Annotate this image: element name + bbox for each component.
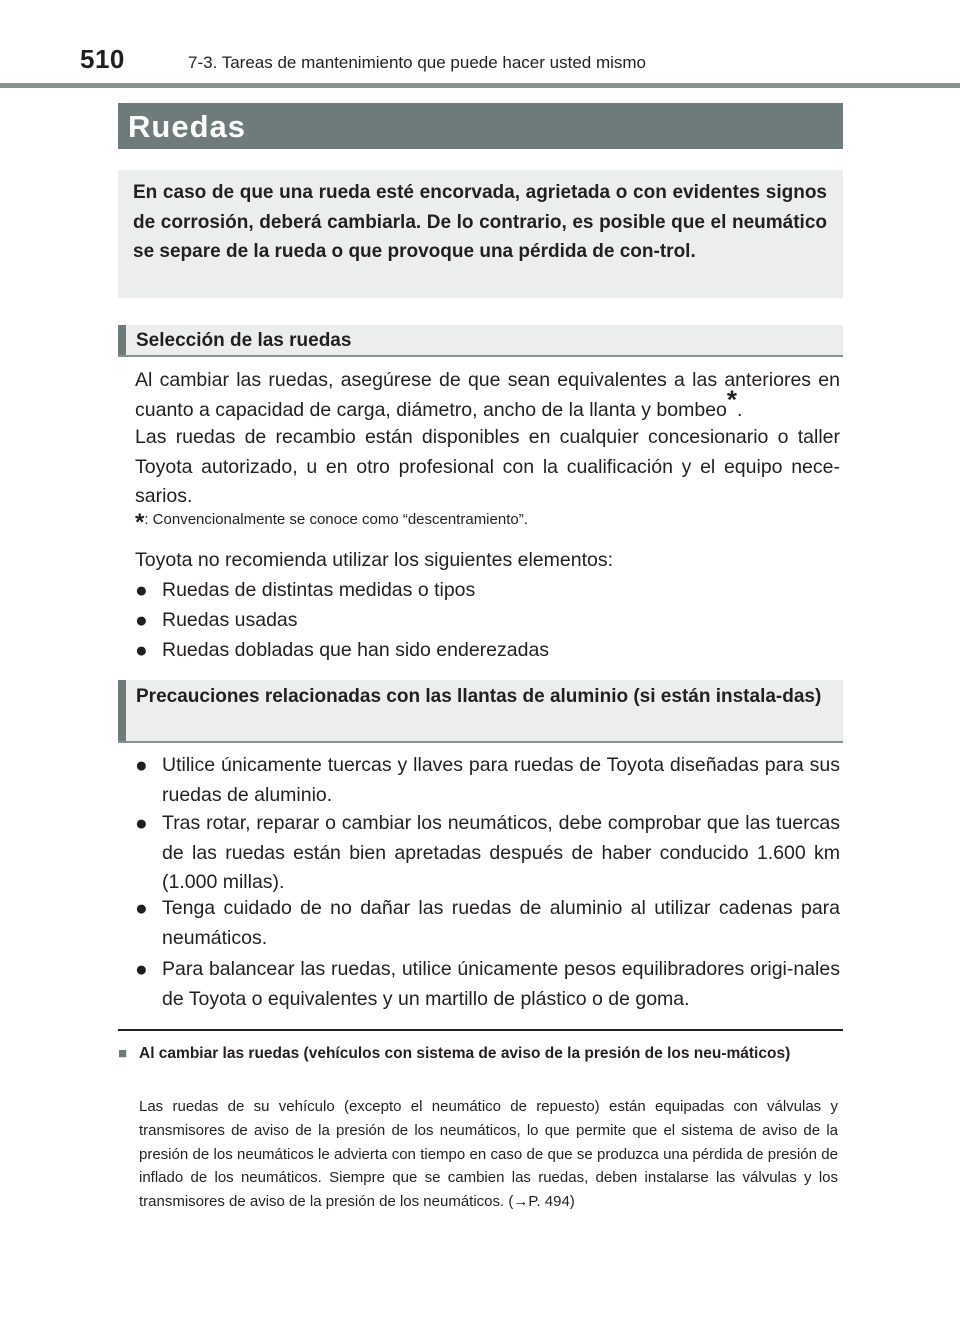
page-number: 510 xyxy=(80,44,125,74)
square-icon: ■ xyxy=(118,1045,128,1062)
bullet-icon: ● xyxy=(135,579,148,602)
title-banner xyxy=(118,103,843,149)
list-item-text: Ruedas usadas xyxy=(162,609,298,631)
selection-paragraph-text: Al cambiar las ruedas, asegúrese de que sean equivalentes a las anteriores en cuanto a capacidad de carga, diámetro, ancho de la llanta y bombeo xyxy=(135,369,840,421)
list-item xyxy=(135,576,840,606)
list-item xyxy=(135,751,840,810)
heading-bar xyxy=(118,680,126,741)
list-item xyxy=(135,955,840,1014)
bullet-icon: ● xyxy=(135,639,148,662)
heading-text: Precauciones relacionadas con las llantas de aluminio (si están instala-das) xyxy=(136,686,822,707)
list-item xyxy=(135,809,840,898)
heading-wheel-selection xyxy=(118,325,843,357)
heading-aluminum-precautions xyxy=(118,680,843,743)
bullet-icon: ● xyxy=(135,609,148,632)
footnote-text: : Convencionalmente se conoce como “descentramiento”. xyxy=(144,511,528,528)
header-rule xyxy=(0,83,960,88)
list-item-text: Ruedas dobladas que han sido enderezadas xyxy=(162,639,550,661)
list-item xyxy=(135,894,840,953)
footnote-star: * xyxy=(135,509,145,536)
footnote xyxy=(135,509,528,537)
list-item-text: Utilice únicamente tuercas y llaves para ruedas de Toyota diseñadas para sus ruedas de aluminio. xyxy=(162,754,840,806)
list-item xyxy=(135,636,840,666)
intro-text: En caso de que una rueda esté encorvada, agrietada o con evidentes signos de corrosión, deberá cambiarla. De lo contrario, es posible que el neumático se separe de la rueda o que provoque una pérdida de con-trol. xyxy=(133,182,827,262)
list-item-text: Para balancear las ruedas, utilice únicamente pesos equilibradores origi-nales de Toyota o equivalentes y un martillo de plástico o de goma. xyxy=(162,958,840,1010)
bullet-icon: ● xyxy=(135,754,148,777)
not-recommended-intro: Toyota no recomienda utilizar los siguientes elementos: xyxy=(135,549,614,571)
note-body: Las ruedas de su vehículo (excepto el neumático de repuesto) están equipadas con válvulas y transmisores de aviso de la presión de los neumáticos, lo que permite que el sistema de aviso de la presión de los neumáticos le advierta con tiempo en caso de que se produzca una pérdida de presión de inflado de los neumáticos. Siempre que se cambien las ruedas, deben instalarse las válvulas y los transmisores de aviso de la presión de los neumáticos. (→P. 494) xyxy=(139,1098,838,1211)
heading-text: Selección de las ruedas xyxy=(136,330,352,351)
footnote-mark: * xyxy=(726,384,738,414)
page-header xyxy=(0,0,960,90)
list-item xyxy=(135,606,840,636)
selection-paragraph xyxy=(135,366,840,425)
list-item-text: Tras rotar, reparar o cambiar los neumáticos, debe comprobar que las tuercas de las ruedas están bien apretadas después de haber conducido 1.600 km (1.000 millas). xyxy=(162,812,840,893)
selection-paragraph-end: . xyxy=(737,398,743,421)
note-heading-text: Al cambiar las ruedas (vehículos con sistema de aviso de la presión de los neu-máticos) xyxy=(139,1045,791,1062)
note-heading xyxy=(118,1042,843,1066)
list-item-text: Tenga cuidado de no dañar las ruedas de aluminio al utilizar cadenas para neumáticos. xyxy=(162,897,840,949)
bullet-icon: ● xyxy=(135,812,148,835)
bullet-icon: ● xyxy=(135,897,148,920)
intro-box xyxy=(118,170,843,298)
section-divider xyxy=(118,1029,843,1031)
selection-paragraph-2: Las ruedas de recambio están disponibles en cualquier concesionario o taller Toyota autorizado, u en otro profesional con la cualificación y el equipo nece-sarios. xyxy=(135,426,840,507)
bullet-icon: ● xyxy=(135,958,148,981)
heading-bar xyxy=(118,325,126,355)
page-title: Ruedas xyxy=(128,109,246,144)
running-section-title: 7-3. Tareas de mantenimiento que puede hacer usted mismo xyxy=(188,53,647,72)
list-item-text: Ruedas de distintas medidas o tipos xyxy=(162,579,476,601)
